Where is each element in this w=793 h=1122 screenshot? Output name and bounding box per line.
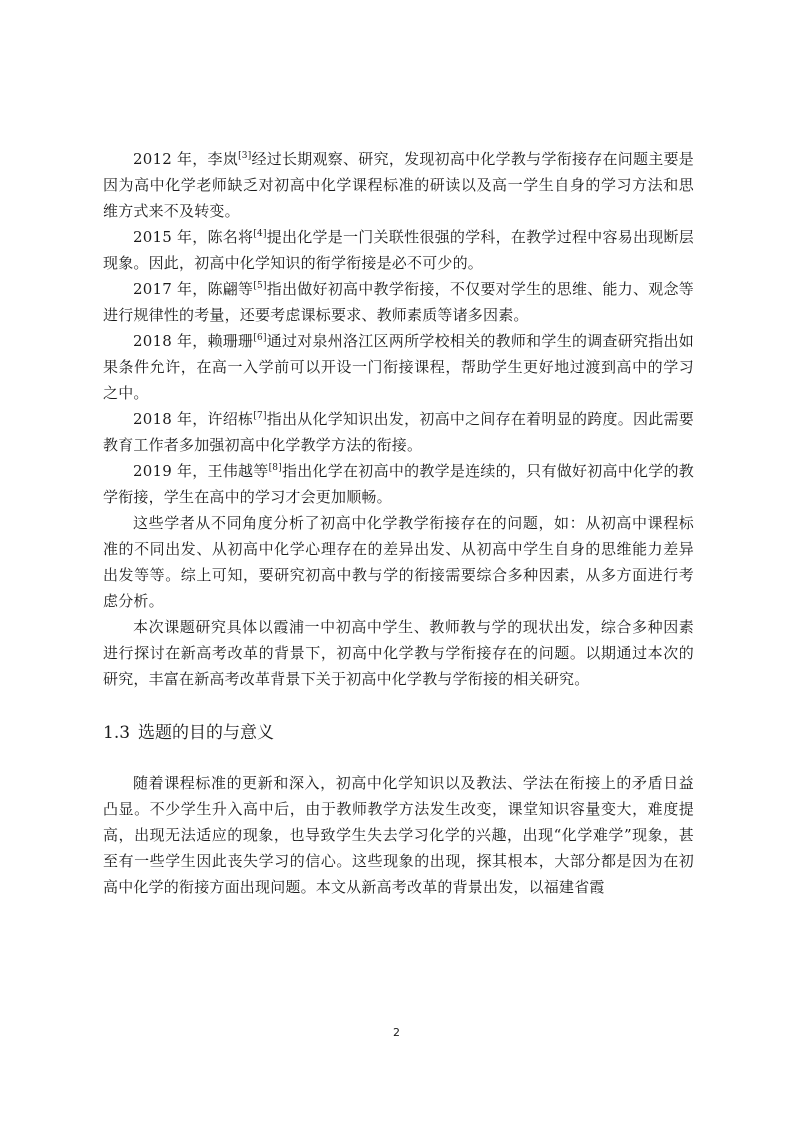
paragraph-research-scope bbox=[103, 614, 694, 692]
paragraph-xu-shaodong bbox=[103, 406, 694, 458]
paragraph-text: 2018 年，赖珊珊 bbox=[133, 332, 254, 350]
paragraph-text: 2018 年，许绍栋 bbox=[133, 410, 254, 428]
paragraph-chen-mingjiang bbox=[103, 224, 694, 276]
paragraph-text: 2015 年，陈名将 bbox=[133, 228, 254, 246]
page-number: 2 bbox=[393, 1026, 400, 1039]
section-number: 1.3 bbox=[103, 723, 131, 743]
paragraph-text: 指出化学在初高中的教学是连续的，只有做好初高中化学的教学衔接，学生在高中的学习才会更加顺畅。 bbox=[103, 462, 694, 506]
citation-ref: [6] bbox=[253, 333, 267, 343]
paragraph-text: 2012 年，李岚 bbox=[133, 150, 239, 168]
section-heading bbox=[103, 718, 694, 748]
citation-ref: [5] bbox=[253, 281, 267, 291]
paragraph-text: 指出从化学知识出发，初高中之间存在着明显的跨度。因此需要教育工作者多加强初高中化学教学方法的衔接。 bbox=[103, 410, 694, 454]
citation-ref: [8] bbox=[268, 463, 282, 473]
section-title: 选题的目的与意义 bbox=[138, 723, 275, 743]
paragraph-text: 经过长期观察、研究，发现初高中化学教与学衔接存在问题主要是因为高中化学老师缺乏对初高中化学课程标准的研读以及高一学生自身的学习方法和思维方式来不及转变。 bbox=[103, 150, 694, 220]
paragraph-text: 2019 年，王伟越等 bbox=[133, 462, 269, 480]
paragraph-text: 指出做好初高中教学衔接，不仅要对学生的思维、能力、观念等进行规律性的考量，还要考虑课标要求、教师素质等诸多因素。 bbox=[103, 280, 694, 324]
paragraph-wang-weiyue bbox=[103, 458, 694, 510]
citation-ref: [7] bbox=[253, 411, 267, 421]
paragraph-summary bbox=[103, 510, 694, 614]
paragraph-text: 本次课题研究具体以霞浦一中初高中学生、教师教与学的现状出发，综合多种因素进行探讨在新高考改革的背景下，初高中化学教与学衔接存在的问题。以期通过本次的研究，丰富在新高考改革背景下关于初高中化学教与学衔接的相关研究。 bbox=[103, 618, 694, 688]
paragraph-lai-shanshan bbox=[103, 328, 694, 406]
paragraph-text: 2017 年，陈翩等 bbox=[133, 280, 254, 298]
paragraph-li-lan bbox=[103, 146, 694, 224]
paragraph-purpose bbox=[103, 770, 694, 900]
paragraph-text: 提出化学是一门关联性很强的学科，在教学过程中容易出现断层现象。因此，初高中化学知识的衔学衔接是必不可少的。 bbox=[103, 228, 694, 272]
citation-ref: [4] bbox=[253, 229, 267, 239]
page-body bbox=[103, 146, 694, 900]
citation-ref: [3] bbox=[238, 151, 252, 161]
paragraph-text: 随着课程标准的更新和深入，初高中化学知识以及教法、学法在衔接上的矛盾日益凸显。不少学生升入高中后，由于教师教学方法发生改变，课堂知识容量变大，难度提高，出现无法适应的现象，也导致学生失去学习化学的兴趣，出现“化学难学”现象，甚至有一些学生因此丧失学习的信心。这些现象的出现，探其根本，大部分都是因为在初高中化学的衔接方面出现问题。本文从新高考改革的背景出发，以福建省霞 bbox=[103, 774, 694, 896]
paragraph-text: 通过对泉州洛江区两所学校相关的教师和学生的调查研究指出如果条件允许，在高一入学前可以开设一门衔接课程，帮助学生更好地过渡到高中的学习之中。 bbox=[103, 332, 694, 402]
paragraph-text: 这些学者从不同角度分析了初高中化学教学衔接存在的问题，如：从初高中课程标准的不同出发、从初高中化学心理存在的差异出发、从初高中学生自身的思维能力差异出发等等。综上可知，要研究初高中教与学的衔接需要综合多种因素，从多方面进行考虑分析。 bbox=[103, 514, 694, 610]
paragraph-chen-pian bbox=[103, 276, 694, 328]
